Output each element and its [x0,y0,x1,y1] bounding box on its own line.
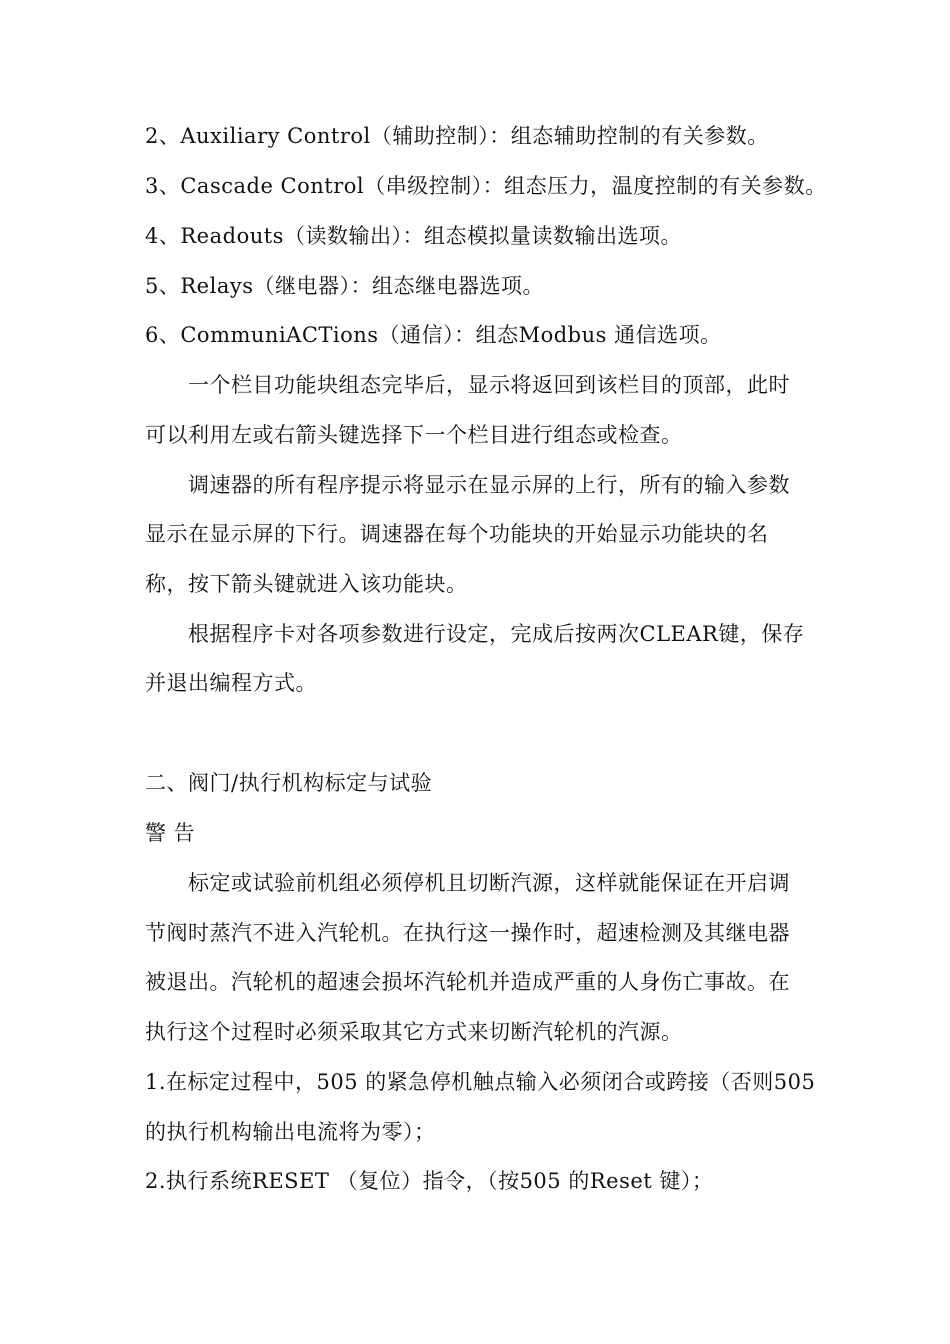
paragraph-line: 显示在显示屏的下行。调速器在每个功能块的开始显示功能块的名 [145,522,769,546]
paragraph-line: 调速器的所有程序提示将显示在显示屏的上行，所有的输入参数 [188,473,790,497]
step-line: 2.执行系统RESET （复位）指令，（按505 的Reset 键）； [145,1169,714,1193]
warning-line: 标定或试验前机组必须停机且切断汽源，这样就能保证在开启调 [188,871,790,895]
section-heading: 二、阀门/执行机构标定与试验 [145,771,433,795]
warning-line: 节阀时蒸汽不进入汽轮机。在执行这一操作时，超速检测及其继电器 [145,921,790,945]
paragraph-line: 并退出编程方式。 [145,671,317,695]
list-item: 2、Auxiliary Control（辅助控制）：组态辅助控制的有关参数。 [145,124,769,148]
paragraph-line: 根据程序卡对各项参数进行设定，完成后按两次CLEAR键，保存 [188,622,805,646]
paragraph-line: 一个栏目功能块组态完毕后，显示将返回到该栏目的顶部，此时 [188,373,790,397]
warning-title: 警 告 [145,821,196,845]
step-line: 1.在标定过程中，505 的紧急停机触点输入必须闭合或跨接（否则505 [145,1070,816,1094]
warning-line: 执行这个过程时必须采取其它方式来切断汽轮机的汽源。 [145,1020,683,1044]
step-line: 的执行机构输出电流将为零）； [145,1120,436,1144]
list-item: 5、Relays（继电器）：组态继电器选项。 [145,274,544,298]
list-item: 3、Cascade Control（串级控制）：组态压力，温度控制的有关参数。 [145,174,827,198]
paragraph-line: 可以利用左或右箭头键选择下一个栏目进行组态或检查。 [145,423,683,447]
warning-line: 被退出。汽轮机的超速会损坏汽轮机并造成严重的人身伤亡事故。在 [145,970,790,994]
list-item: 6、CommuniACTions（通信）：组态Modbus 通信选项。 [145,323,722,347]
paragraph-line: 称，按下箭头键就进入该功能块。 [145,572,468,596]
list-item: 4、Readouts（读数输出）：组态模拟量读数输出选项。 [145,224,682,248]
